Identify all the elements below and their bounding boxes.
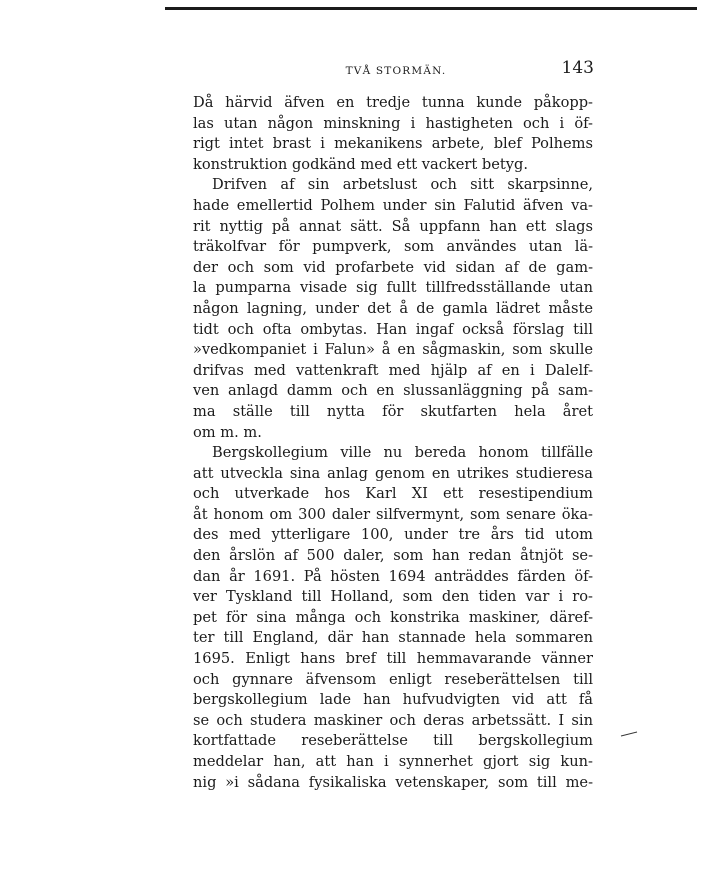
text-line: Drifven af sin arbetslust och sitt skarpsinne, bbox=[212, 176, 593, 194]
text-line: 1695. Enligt hans bref till hemmavarande vänner bbox=[193, 650, 593, 668]
text-line: des med ytterligare 100, under tre års tid utom bbox=[193, 526, 593, 544]
paragraph bbox=[193, 443, 593, 793]
text-line: den årslön af 500 daler, som han redan åtnjöt se- bbox=[193, 547, 593, 565]
text-line: någon lagning, under det å de gamla lädret måste bbox=[193, 299, 593, 317]
text-line: se och studera maskiner och deras arbetssätt. I sin bbox=[193, 711, 593, 729]
paragraph bbox=[193, 175, 593, 443]
text-line: drifvas med vattenkraft med hjälp af en i Dalelf- bbox=[193, 361, 593, 379]
text-line: tidt och ofta ombytas. Han ingaf också förslag till bbox=[193, 320, 593, 338]
text-line: träkolfvar för pumpverk, som användes utan lä- bbox=[193, 238, 593, 256]
page-number: 143 bbox=[561, 58, 594, 78]
text-line: ter till England, där han stannade hela sommaren bbox=[193, 629, 593, 647]
text-line: ma ställe till nytta för skutfarten hela året bbox=[193, 402, 593, 420]
margin-pencil-mark bbox=[620, 730, 638, 738]
top-rule bbox=[165, 7, 697, 10]
text-line: bergskollegium lade han hufvudvigten vid att få bbox=[193, 691, 593, 709]
text-line: der och som vid profarbete vid sidan af de gam- bbox=[193, 258, 593, 276]
text-line: kortfattade reseberättelse till bergskollegium bbox=[193, 732, 593, 750]
text-line: las utan någon minskning i hastigheten och i öf- bbox=[193, 114, 593, 132]
text-line: om m. m. bbox=[193, 423, 262, 441]
text-line: hade emellertid Polhem under sin Falutid äfven va- bbox=[193, 196, 593, 214]
page-header bbox=[190, 58, 594, 82]
text-line: Då härvid äfven en tredje tunna kunde påkopp- bbox=[193, 94, 593, 111]
text-line: att utveckla sina anlag genom en utrikes studieresa bbox=[193, 464, 593, 482]
text-line: åt honom om 300 daler silfvermynt, som senare öka- bbox=[193, 505, 593, 523]
running-head: TVÅ STORMÄN. bbox=[345, 65, 447, 77]
text-line: nig »i sådana fysikaliska vetenskaper, som till me- bbox=[193, 773, 593, 791]
text-line: ver Tyskland till Holland, som den tiden var i ro- bbox=[193, 588, 593, 606]
text-line: och gynnare äfvensom enligt reseberättelsen till bbox=[193, 670, 593, 688]
text-line: meddelar han, att han i synnerhet gjort sig kun- bbox=[193, 753, 593, 770]
text-line: rit nyttig på annat sätt. Så uppfann han ett slags bbox=[193, 217, 593, 235]
text-line: la pumparna visade sig fullt tillfredsställande utan bbox=[193, 279, 593, 297]
text-line: konstruktion godkänd med ett vackert betyg. bbox=[193, 155, 528, 173]
text-line: »vedkompaniet i Falun» å en sågmaskin, som skulle bbox=[193, 341, 593, 359]
text-line: och utverkade hos Karl XI ett resestipendium bbox=[193, 485, 593, 503]
text-line: Bergskollegium ville nu bereda honom tillfälle bbox=[212, 444, 593, 462]
body-text bbox=[193, 93, 593, 793]
paragraph bbox=[193, 93, 593, 175]
text-line: rigt intet brast i mekanikens arbete, blef Polhems bbox=[193, 135, 593, 153]
text-line: ven anlagd damm och en slussanläggning på sam- bbox=[193, 382, 593, 400]
text-line: dan år 1691. På hösten 1694 anträddes färden öf- bbox=[193, 567, 593, 585]
text-line: pet för sina många och konstrika maskiner, däref- bbox=[193, 608, 593, 626]
